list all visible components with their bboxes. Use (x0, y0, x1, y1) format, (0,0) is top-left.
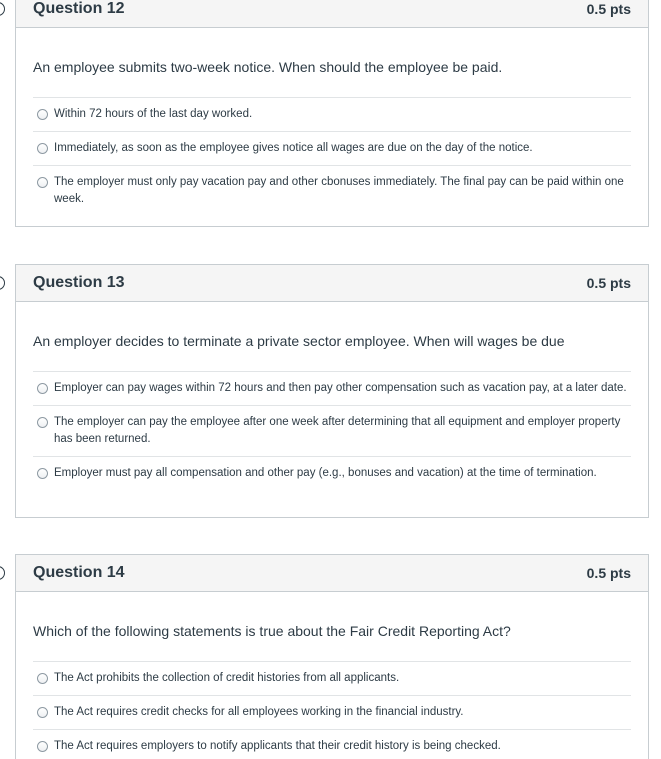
radio-button[interactable] (37, 177, 48, 188)
answer-option[interactable] (33, 457, 631, 490)
answer-label[interactable]: Immediately, as soon as the employee gives notice all wages are due on the day of the notice. (54, 142, 533, 154)
question-points: 0.5 pts (586, 1, 631, 17)
answer-option[interactable] (33, 662, 631, 696)
radio-button[interactable] (37, 707, 48, 718)
question-body (16, 28, 648, 216)
answer-label[interactable]: The Act requires employers to notify applicants that their credit history is being checked. (54, 740, 501, 752)
question-text: An employer decides to terminate a private sector employee. When will wages be due (33, 333, 565, 349)
answer-option[interactable] (33, 696, 631, 730)
answer-label[interactable]: The employer can pay the employee after one week after determining that all equipment and employer property has been returned. (54, 416, 621, 445)
question-12 (15, 0, 649, 227)
radio-button[interactable] (37, 143, 48, 154)
answer-list (33, 97, 631, 216)
answer-label[interactable]: The employer must only pay vacation pay and other cbonuses immediately. The final pay can be paid within one week. (54, 176, 624, 205)
answer-label[interactable]: Employer can pay wages within 72 hours and then pay other compensation such as vacation pay, at a later date. (54, 382, 627, 394)
question-points: 0.5 pts (586, 275, 631, 291)
answer-list (33, 371, 631, 490)
radio-button[interactable] (37, 741, 48, 752)
question-points: 0.5 pts (586, 565, 631, 581)
question-13-flag-icon[interactable] (0, 276, 5, 290)
answer-option[interactable] (33, 166, 631, 216)
answer-option[interactable] (33, 372, 631, 406)
answer-option[interactable] (33, 132, 631, 166)
question-text: An employee submits two-week notice. When should the employee be paid. (33, 59, 503, 75)
answer-option[interactable] (33, 98, 631, 132)
radio-button[interactable] (37, 383, 48, 394)
radio-button[interactable] (37, 468, 48, 479)
question-title: Question 14 (33, 564, 125, 581)
answer-label[interactable]: Within 72 hours of the last day worked. (54, 108, 253, 120)
question-13 (15, 264, 649, 518)
question-title: Question 13 (33, 274, 125, 291)
question-title: Question 12 (33, 0, 125, 17)
question-14-flag-icon[interactable] (0, 566, 5, 580)
radio-button[interactable] (37, 417, 48, 428)
question-header (16, 0, 648, 28)
question-header (16, 265, 648, 302)
question-14 (15, 554, 649, 759)
question-body (16, 302, 648, 490)
answer-label[interactable]: Employer must pay all compensation and other pay (e.g., bonuses and vacation) at the time of termination. (54, 467, 597, 479)
answer-label[interactable]: The Act prohibits the collection of credit histories from all applicants. (54, 672, 400, 684)
radio-button[interactable] (37, 109, 48, 120)
answer-label[interactable]: The Act requires credit checks for all employees working in the financial industry. (54, 706, 464, 718)
answer-option[interactable] (33, 406, 631, 457)
radio-button[interactable] (37, 673, 48, 684)
answer-option[interactable] (33, 730, 631, 759)
question-body (16, 592, 648, 759)
question-text: Which of the following statements is true about the Fair Credit Reporting Act? (33, 623, 511, 639)
question-12-flag-icon[interactable] (0, 2, 5, 16)
question-header (16, 555, 648, 592)
answer-list (33, 661, 631, 759)
